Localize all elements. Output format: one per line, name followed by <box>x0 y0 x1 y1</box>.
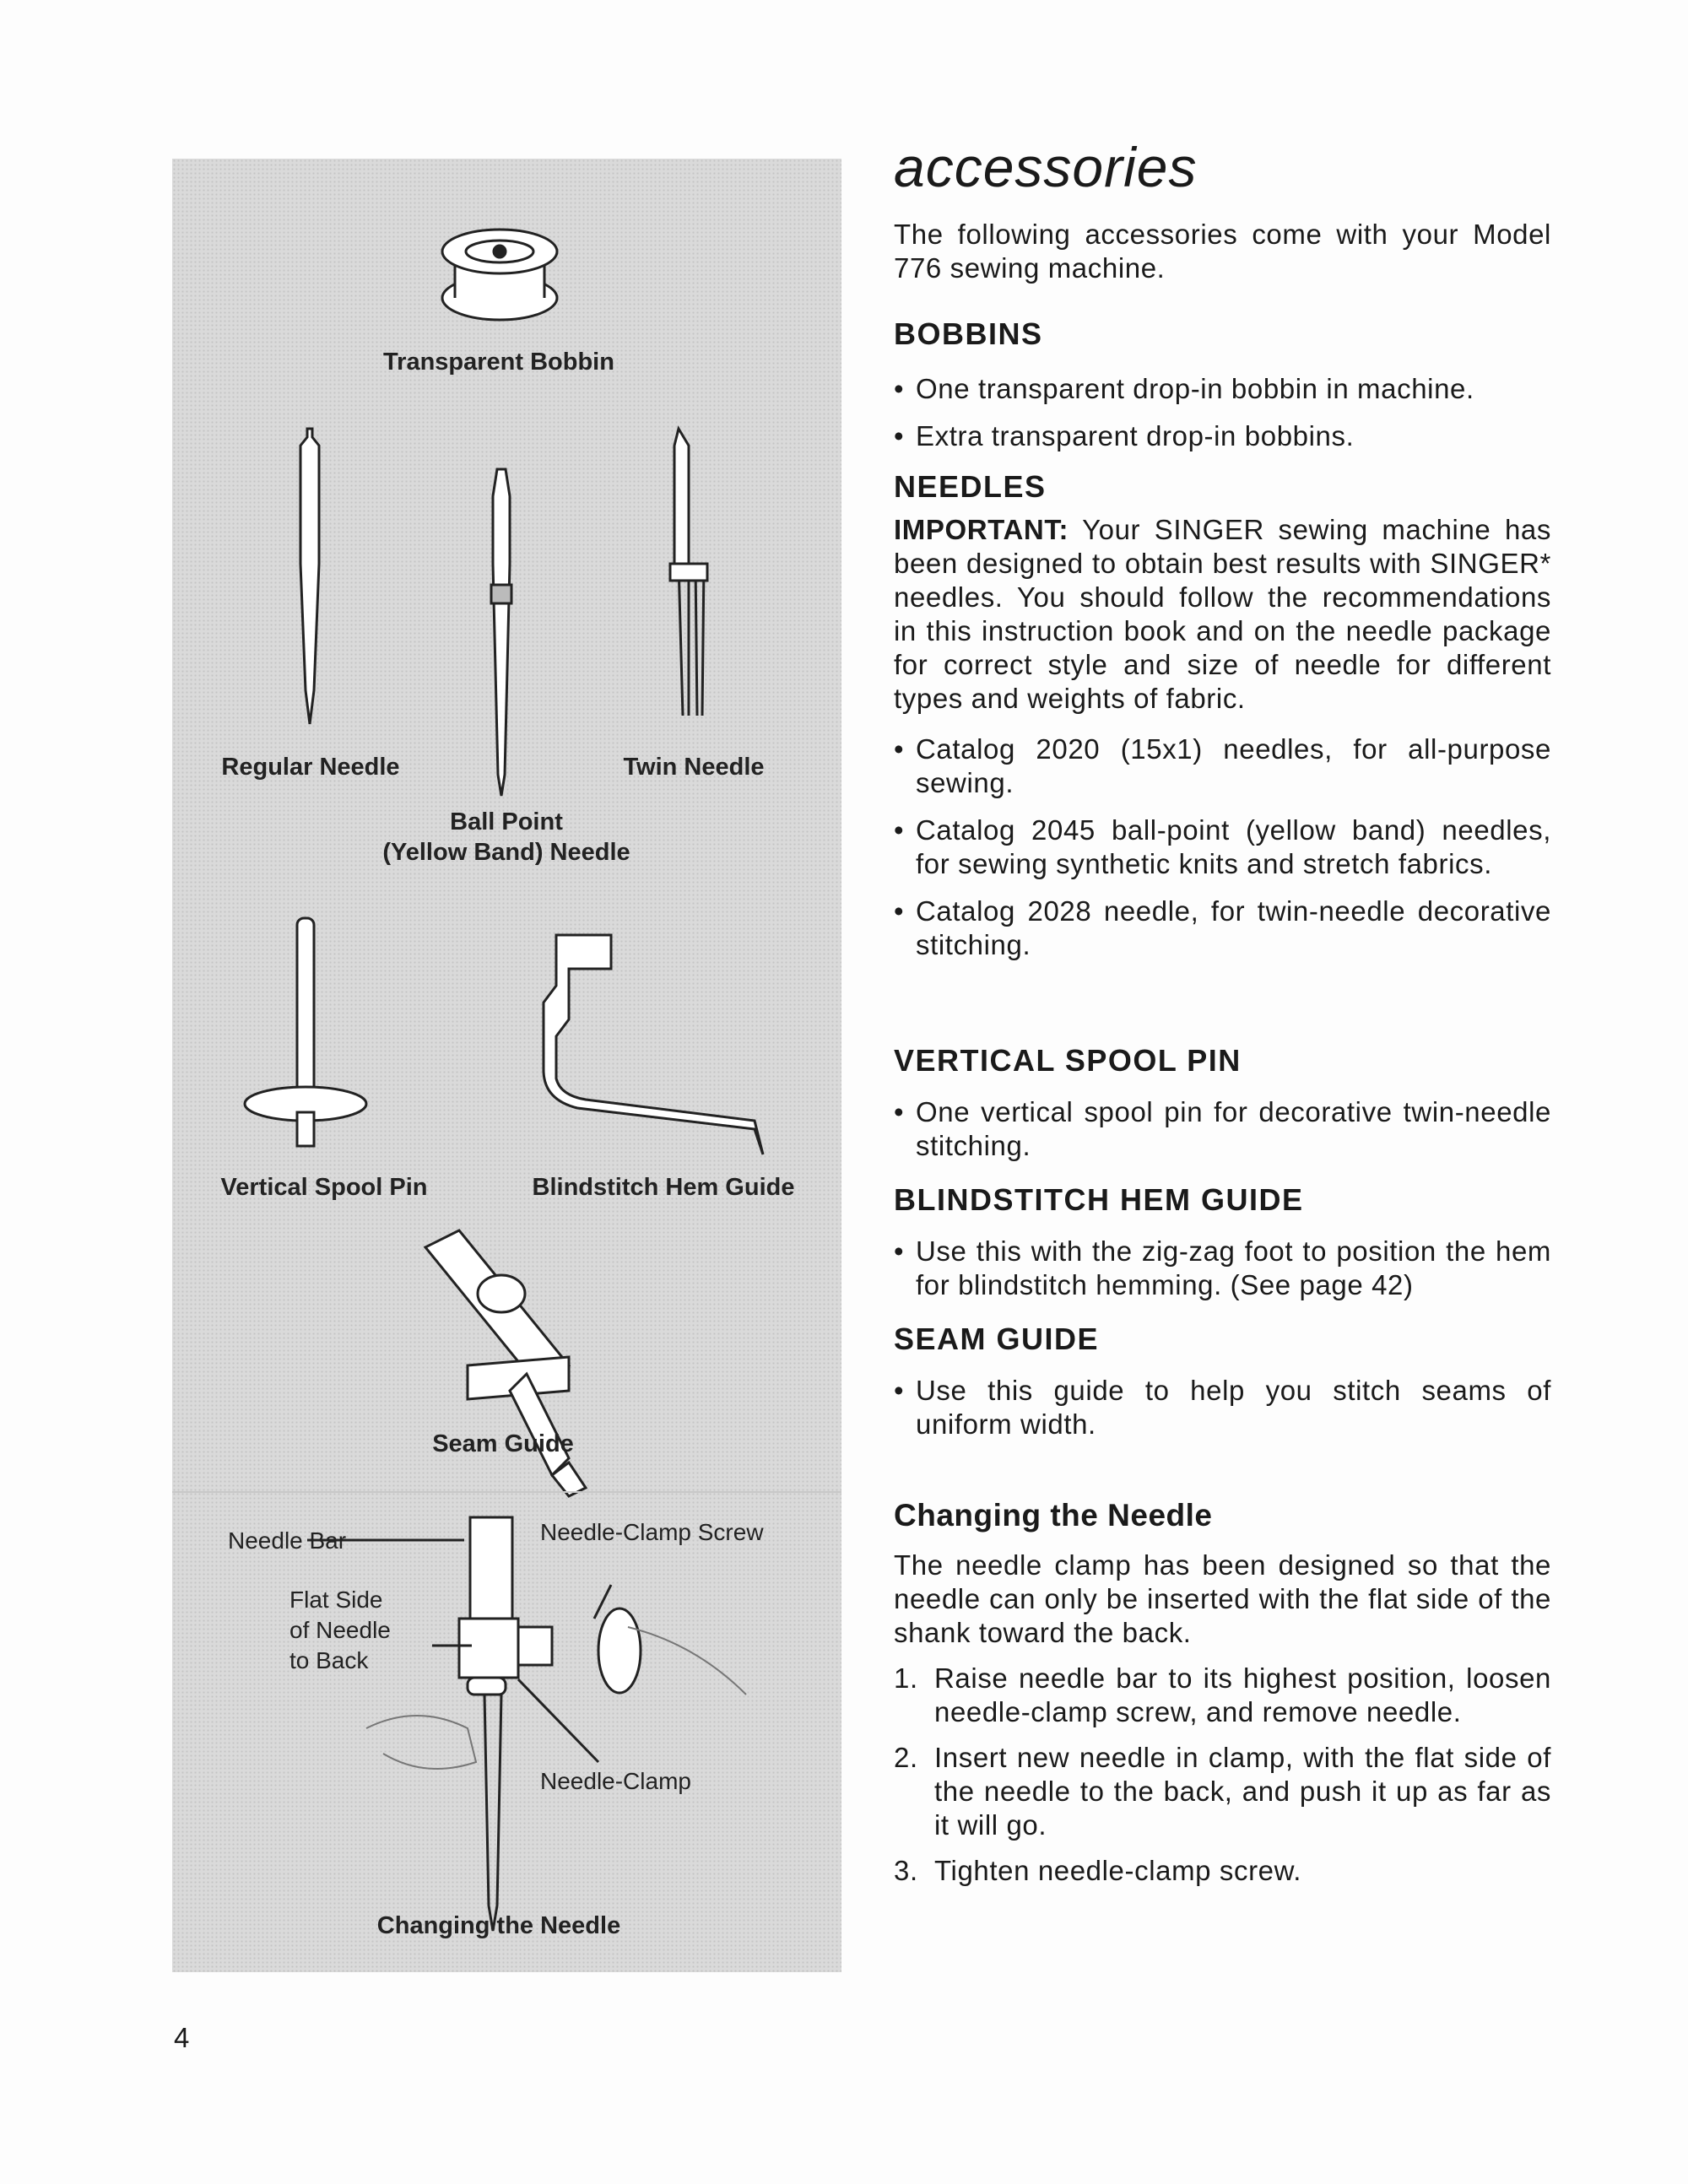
page-title: accessories <box>894 136 1198 198</box>
twin-needle-drawing <box>670 429 707 716</box>
transparent-bobbin-label: Transparent Bobbin <box>383 349 614 376</box>
bullet-text: One vertical spool pin for decorative twin-needle stitching. <box>916 1096 1551 1161</box>
bullet-text: Catalog 2045 ball-point (yellow band) needles, for sewing synthetic knits and stretch fabrics. <box>916 814 1551 879</box>
blindstitch-hem-guide-label: Blindstitch Hem Guide <box>532 1174 795 1201</box>
hem-guide-heading: BLINDSTITCH HEM GUIDE <box>894 1182 1304 1217</box>
bullet-item: • Catalog 2028 needle, for twin-needle decorative stitching. <box>894 895 1551 960</box>
flat-side-label-3: to Back <box>289 1647 369 1673</box>
twin-needle-label: Twin Needle <box>623 754 765 781</box>
spool-pin-heading: VERTICAL SPOOL PIN <box>894 1043 1242 1078</box>
needles-heading: NEEDLES <box>894 469 1047 504</box>
yellow-band-needle-label: (Yellow Band) Needle <box>382 839 630 866</box>
bullet-item: • Use this with the zig-zag foot to position the hem for blindstitch hemming. (See page 42) <box>894 1235 1551 1300</box>
step-item <box>894 1662 1551 1729</box>
vertical-spool-pin-label: Vertical Spool Pin <box>220 1174 428 1201</box>
bullet-item: • One transparent drop-in bobbin in machine. <box>894 372 1551 406</box>
section-spool-pin <box>894 1043 1551 1163</box>
page-number: 4 <box>174 2022 190 2053</box>
step-item <box>894 1854 1551 1888</box>
illustration-panel <box>172 159 841 1972</box>
intro-paragraph: The following accessories come with your Model 776 sewing machine. <box>894 219 1551 284</box>
section-seam-guide <box>894 1322 1551 1441</box>
section-changing-needle <box>894 1498 1551 1888</box>
bullet-item: • Catalog 2045 ball-point (yellow band) needles, for sewing synthetic knits and stretch fabrics. <box>894 814 1551 879</box>
important-paragraph <box>894 513 1551 716</box>
step-number: 3. <box>894 1855 918 1886</box>
needle-clamp-screw-label: Needle-Clamp Screw <box>540 1519 764 1545</box>
accessory-drawings <box>172 159 841 1972</box>
seam-guide-heading: SEAM GUIDE <box>894 1322 1100 1356</box>
step-item <box>894 1741 1551 1842</box>
important-text: Your SINGER sewing machine has been designed to obtain best results with SINGER* needles. You should follow the recommendations in this instruction book and on the needle package for correct style and size of needle for different types and weights of fabric. <box>894 514 1551 714</box>
section-needles <box>894 469 1551 962</box>
bobbin-drawing <box>442 230 557 320</box>
section-hem-guide <box>894 1182 1551 1302</box>
ball-point-label: Ball Point <box>450 808 563 835</box>
bullet-item: • Extra transparent drop-in bobbins. <box>894 419 1551 453</box>
bullet-text: Catalog 2028 needle, for twin-needle decorative stitching. <box>916 895 1551 960</box>
changing-needle-paragraph: The needle clamp has been designed so that the needle can only be inserted with the flat side of the shank toward the back. <box>894 1549 1551 1648</box>
spool-pin-drawing <box>245 918 366 1146</box>
bullet-text: Use this with the zig-zag foot to position the hem for blindstitch hemming. (See page 42) <box>916 1235 1551 1300</box>
step-number: 2. <box>894 1742 918 1773</box>
bullet-text: Use this guide to help you stitch seams of uniform width. <box>916 1375 1551 1440</box>
regular-needle-drawing <box>300 429 319 724</box>
step-text: Insert new needle in clamp, with the flat side of the needle to the back, and push it up as far as it will go. <box>934 1742 1551 1841</box>
bullet-item: • Catalog 2020 (15x1) needles, for all-purpose sewing. <box>894 733 1551 798</box>
bullet-text: Extra transparent drop-in bobbins. <box>916 420 1355 451</box>
bullet-item: • One vertical spool pin for decorative twin-needle stitching. <box>894 1096 1551 1161</box>
bullet-text: One transparent drop-in bobbin in machine. <box>916 373 1474 404</box>
bobbins-heading: BOBBINS <box>894 316 1043 351</box>
step-text: Tighten needle-clamp screw. <box>934 1855 1302 1886</box>
seam-guide-label: Seam Guide <box>432 1430 574 1457</box>
flat-side-label-2: of Needle <box>289 1617 391 1643</box>
section-bobbins <box>894 316 1551 453</box>
bullet-text: Catalog 2020 (15x1) needles, for all-purpose sewing. <box>916 733 1551 798</box>
regular-needle-label: Regular Needle <box>221 754 400 781</box>
flat-side-label-1: Flat Side <box>289 1587 383 1613</box>
hem-guide-drawing <box>544 935 763 1154</box>
needle-bar-label: Needle Bar <box>228 1527 347 1554</box>
step-text: Raise needle bar to its highest position, loosen needle-clamp screw, and remove needle. <box>934 1662 1551 1727</box>
important-label: IMPORTANT: <box>894 514 1069 545</box>
step-number: 1. <box>894 1662 918 1694</box>
intro-text <box>894 218 1551 285</box>
needle-clamp-label: Needle-Clamp <box>540 1768 691 1794</box>
bullet-item: • Use this guide to help you stitch seams of uniform width. <box>894 1375 1551 1440</box>
ball-point-needle-drawing <box>491 469 511 796</box>
changing-needle-heading: Changing the Needle <box>894 1498 1213 1533</box>
needle-clamp-drawing <box>366 1517 746 1931</box>
changing-needle-caption: Changing the Needle <box>376 1912 621 1939</box>
